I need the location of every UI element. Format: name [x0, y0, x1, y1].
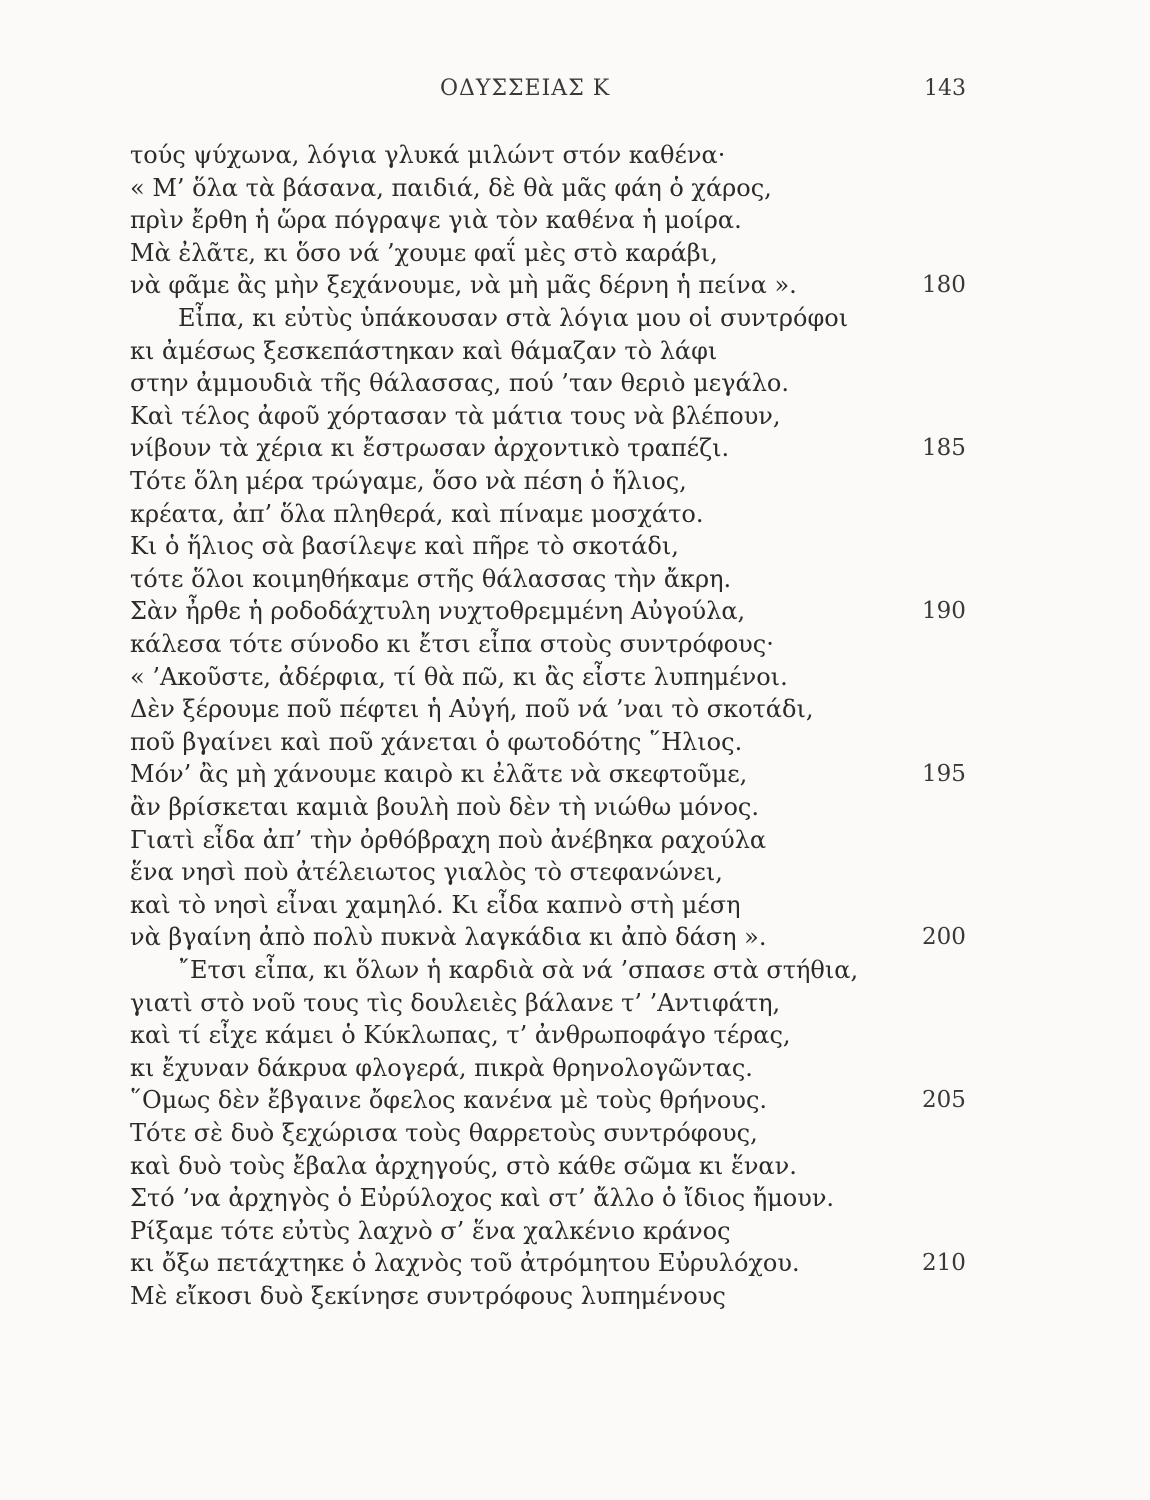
verse-line: τούς ψύχωνα, λόγια γλυκά μιλώντ στόν καθένα· [130, 141, 726, 169]
page-number: 143 [924, 76, 966, 101]
verse-line: ἂν βρίσκεται καμιὰ βουλὴ ποὺ δὲν τὴ νιώθω μόνος. [130, 793, 759, 821]
verse-line: Γιατὶ εἶδα ἀπ’ τὴν ὀρθόβραχη ποὺ ἀνέβηκα ραχούλα [130, 826, 767, 854]
line-number: 210 [922, 1250, 966, 1276]
verse-line: καὶ τὸ νησὶ εἶναι χαμηλό. Κι εἶδα καπνὸ στὴ μέση [130, 891, 741, 919]
verse-line: ποῦ βγαίνει καὶ ποῦ χάνεται ὁ φωτοδότης ῞Ηλιος. [130, 728, 743, 756]
verse-line: Σὰν ἦρθε ἡ ροδοδάχτυλη νυχτοθρεμμένη Αὐγούλα, [130, 597, 746, 625]
line-number: 185 [922, 435, 966, 461]
page-header [0, 76, 1150, 106]
verse-line: « ’Ακοῦστε, ἀδέρφια, τί θὰ πῶ, κι ἂς εἶστε λυπημένοι. [130, 663, 788, 691]
verse-line: Τότε ὅλη μέρα τρώγαμε, ὅσο νὰ πέση ὁ ἥλιος, [130, 467, 687, 495]
verse-line: νὰ βγαίνη ἀπὸ πολὺ πυκνὰ λαγκάδια κι ἀπὸ δάση ». [130, 923, 767, 951]
verse-line: στην ἀμμουδιὰ τῆς θάλασσας, πού ’ταν θεριὸ μεγάλο. [130, 369, 789, 397]
verse-line: κρέατα, ἀπ’ ὅλα πληθερά, καὶ πίναμε μοσχάτο. [130, 500, 704, 528]
verse-line: Μὰ ἐλᾶτε, κι ὅσο νά ’χουμε φαΐ μὲς στὸ καράβι, [130, 239, 718, 267]
verse-line: Ρίξαμε τότε εὐτὺς λαχνὸ σ’ ἕνα χαλκένιο κράνος [130, 1217, 731, 1245]
verse-line: « Μ’ ὅλα τὰ βάσανα, παιδιά, δὲ θὰ μᾶς φάη ὁ χάρος, [130, 174, 772, 202]
verse-line: Κι ὁ ἥλιος σὰ βασίλεψε καὶ πῆρε τὸ σκοτάδι, [130, 532, 679, 560]
line-number: 205 [922, 1087, 966, 1113]
verse-line: νίβουν τὰ χέρια κι ἔστρωσαν ἀρχοντικὸ τραπέζι. [130, 434, 730, 462]
verse-line: κι ἀμέσως ξεσκεπάστηκαν καὶ θάμαζαν τὸ λάφι [130, 337, 718, 365]
verse-line: κι ἔχυναν δάκρυα φλογερά, πικρὰ θρηνολογῶντας. [130, 1054, 753, 1082]
verse-line: νὰ φᾶμε ἂς μὴν ξεχάνουμε, νὰ μὴ μᾶς δέρνη ἡ πείνα ». [130, 271, 797, 299]
verse-line: ῞Ομως δὲν ἔβγαινε ὄφελος κανένα μὲ τοὺς θρήνους. [130, 1086, 768, 1114]
verse-line: ῎Ετσι εἶπα, κι ὅλων ἡ καρδιὰ σὰ νά ’σπασε στὰ στήθια, [178, 956, 859, 984]
verse-line: τότε ὅλοι κοιμηθήκαμε στῆς θάλασσας τὴν ἄκρη. [130, 565, 732, 593]
line-number: 180 [922, 272, 966, 298]
line-number: 190 [922, 598, 966, 624]
verse-line: Μὲ εἴκοσι δυὸ ξεκίνησε συντρόφους λυπημένους [130, 1282, 726, 1310]
running-title: ΟΔΥΣΣΕΙΑΣ Κ [440, 76, 611, 101]
verse-line: Εἶπα, κι εὐτὺς ὑπάκουσαν στὰ λόγια μου οἱ συντρόφοι [178, 304, 849, 332]
verse-line: πρὶν ἔρθη ἡ ὥρα πόγραψε γιὰ τὸν καθένα ἡ μοίρα. [130, 206, 742, 234]
verse-line: καὶ δυὸ τοὺς ἔβαλα ἀρχηγούς, στὸ κάθε σῶμα κι ἕναν. [130, 1152, 797, 1180]
verse-line: καὶ τί εἶχε κάμει ὁ Κύκλωπας, τ’ ἀνθρωποφάγο τέρας, [130, 1021, 791, 1049]
verse-line: γιατὶ στὸ νοῦ τους τὶς δουλειὲς βάλανε τ’ ’Αντιφάτη, [130, 989, 781, 1017]
verse-line: Τότε σὲ δυὸ ξεχώρισα τοὺς θαρρετοὺς συντρόφους, [130, 1119, 758, 1147]
line-number: 200 [922, 924, 966, 950]
verse-line: κάλεσα τότε σύνοδο κι ἔτσι εἶπα στοὺς συντρόφους· [130, 630, 774, 658]
verse-line: Καὶ τέλος ἀφοῦ χόρτασαν τὰ μάτια τους νὰ βλέπουν, [130, 402, 781, 430]
line-number: 195 [922, 761, 966, 787]
verse-line: κι ὄξω πετάχτηκε ὁ λαχνὸς τοῦ ἀτρόμητου Εὐρυλόχου. [130, 1249, 800, 1277]
verse-line: Μόν’ ἂς μὴ χάνουμε καιρὸ κι ἐλᾶτε νὰ σκεφτοῦμε, [130, 760, 748, 788]
verse-line: ἕνα νησὶ ποὺ ἀτέλειωτος γιαλὸς τὸ στεφανώνει, [130, 858, 723, 886]
verse-line: Στό ’να ἀρχηγὸς ὁ Εὐρύλοχος καὶ στ’ ἄλλο ὁ ἴδιος ἤμουν. [130, 1184, 835, 1212]
verse-line: Δὲν ξέρουμε ποῦ πέφτει ἡ Αὐγή, ποῦ νά ’ναι τὸ σκοτάδι, [130, 695, 814, 723]
